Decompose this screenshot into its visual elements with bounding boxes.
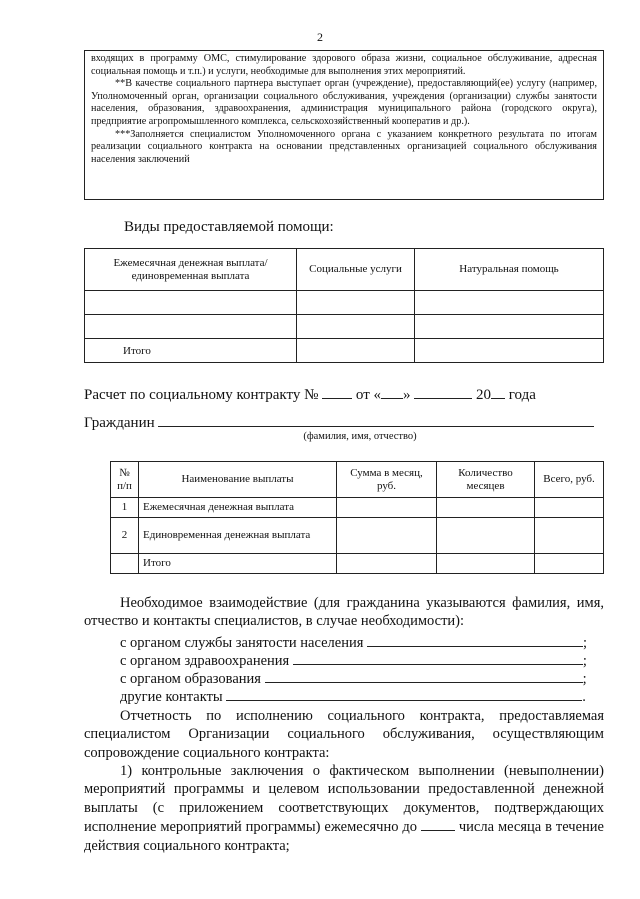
page-number: 2: [317, 30, 323, 44]
row-name: Единовременная денежная выплата: [139, 518, 337, 554]
table-cell[interactable]: [85, 315, 297, 339]
contact-employment-blank[interactable]: [367, 633, 583, 647]
contact-education-line: [120, 669, 587, 688]
column-header-months: Количество месяцев: [437, 462, 535, 498]
table-cell[interactable]: [415, 315, 604, 339]
help-types-table: [84, 248, 604, 363]
reporting-item-1: [84, 762, 604, 855]
year-suffix: года: [508, 387, 536, 403]
column-header-social-services: Социальные услуги: [297, 249, 415, 291]
contact-education-blank[interactable]: [265, 669, 583, 683]
table-total-row: [85, 339, 604, 363]
help-types-heading: Виды предоставляемой помощи:: [124, 219, 334, 235]
year-blank[interactable]: [491, 385, 505, 399]
reporting-item-1-end: числа месяца в течение действия социального контракта;: [84, 819, 604, 854]
semicolon: ;: [583, 635, 588, 651]
table-cell[interactable]: [337, 554, 437, 574]
day-of-month-blank[interactable]: [421, 817, 455, 831]
row-num: 2: [111, 518, 139, 554]
total-label: Итого: [139, 554, 337, 574]
column-header-name: Наименование выплаты: [139, 462, 337, 498]
contact-health-label: с органом здравоохранения: [120, 653, 290, 669]
table-cell[interactable]: [535, 498, 604, 518]
table-cell[interactable]: [297, 291, 415, 315]
calculation-line: [84, 385, 536, 404]
year-prefix: 20: [476, 387, 492, 403]
footnotes-box: [84, 50, 604, 200]
close-quote: »: [403, 387, 411, 403]
calculation-prefix: Расчет по социальному контракту №: [84, 387, 319, 403]
contact-employment-line: [120, 633, 587, 652]
reporting-paragraph: Отчетность по исполнению социального контракта, предоставляемая специалистом Организации социального обслуживания, осуществляющим сопровождение социального контракта:: [84, 708, 604, 761]
contact-education-label: с органом образования: [120, 671, 261, 687]
month-blank[interactable]: [414, 385, 472, 399]
column-header-total: Всего, руб.: [535, 462, 604, 498]
contact-other-blank[interactable]: [226, 687, 582, 701]
table-header-row: [85, 249, 604, 291]
contract-number-blank[interactable]: [322, 385, 352, 399]
column-header-payment: Ежемесячная денежная выплата/ единовременная выплата: [85, 249, 297, 291]
footnote-1: входящих в программу ОМС, стимулирование здорового образа жизни, социальное обслуживание, адресная социальная помощь и т.п.) и услуги, необходимые для выполнения этих мероприятий.: [91, 53, 597, 77]
semicolon: ;: [582, 653, 587, 669]
interaction-intro: Необходимое взаимодействие (для гражданина указываются фамилия, имя, отчество и контакты специалистов, в случае необходимости):: [84, 595, 604, 630]
table-cell[interactable]: [535, 554, 604, 574]
table-row: [111, 498, 604, 518]
column-header-num: № п/п: [111, 462, 139, 498]
contact-health-blank[interactable]: [293, 651, 583, 665]
table-row: [85, 315, 604, 339]
contact-other-line: [120, 687, 586, 706]
table-cell[interactable]: [297, 315, 415, 339]
contact-health-line: [120, 651, 587, 670]
table-cell[interactable]: [437, 518, 535, 554]
citizen-caption: (фамилия, имя, отчество): [303, 431, 417, 442]
table-cell[interactable]: [437, 554, 535, 574]
footnote-2: **В качестве социального партнера выступает орган (учреждение), предоставляющий(ее) услугу (например, Уполномоченный орган, организации социального обслуживания, учреждения (организации) службы занятости населения, образования, здравоохранения, администрация муниципального района (городского округа), предприятие агропромышленного комплекса, сельскохозяйственный кооператив и др.).: [91, 78, 597, 127]
table-cell: [111, 554, 139, 574]
citizen-line: [84, 413, 594, 432]
table-cell[interactable]: [297, 339, 415, 363]
period: .: [582, 689, 586, 705]
row-num: 1: [111, 498, 139, 518]
column-header-natural-help: Натуральная помощь: [415, 249, 604, 291]
table-cell[interactable]: [437, 498, 535, 518]
column-header-sum: Сумма в месяц, руб.: [337, 462, 437, 498]
row-name: Ежемесячная денежная выплата: [139, 498, 337, 518]
table-row: [85, 291, 604, 315]
table-cell[interactable]: [337, 498, 437, 518]
citizen-label: Гражданин: [84, 415, 155, 431]
reporting-item-1-text: 1) контрольные заключения о фактическом выполнении (невыполнении) мероприятий программы и целевом использовании предоставленной денежной выплаты (с приложением соответствующих документов, подтверждающих исполнение мероприятий программы) ежемесячно до: [84, 763, 604, 836]
footnote-3: ***Заполняется специалистом Уполномоченного органа с указанием конкретного результата по итогам реализации социального контракта на основании представленных организацией социального обслуживания населения заключений: [91, 128, 597, 165]
citizen-name-blank[interactable]: [158, 413, 594, 427]
date-from-label: от «: [355, 387, 382, 403]
table-cell[interactable]: [85, 291, 297, 315]
table-row: [111, 518, 604, 554]
table-cell[interactable]: [535, 518, 604, 554]
payment-table: [110, 461, 604, 574]
table-header-row: [111, 462, 604, 498]
semicolon: ;: [582, 671, 587, 687]
table-cell[interactable]: [337, 518, 437, 554]
contact-other-label: другие контакты: [120, 689, 223, 705]
table-cell[interactable]: [415, 291, 604, 315]
day-blank[interactable]: [381, 385, 403, 399]
table-cell[interactable]: [415, 339, 604, 363]
table-total-row: [111, 554, 604, 574]
contact-employment-label: с органом службы занятости населения: [120, 635, 364, 651]
total-label: Итого: [85, 339, 297, 363]
